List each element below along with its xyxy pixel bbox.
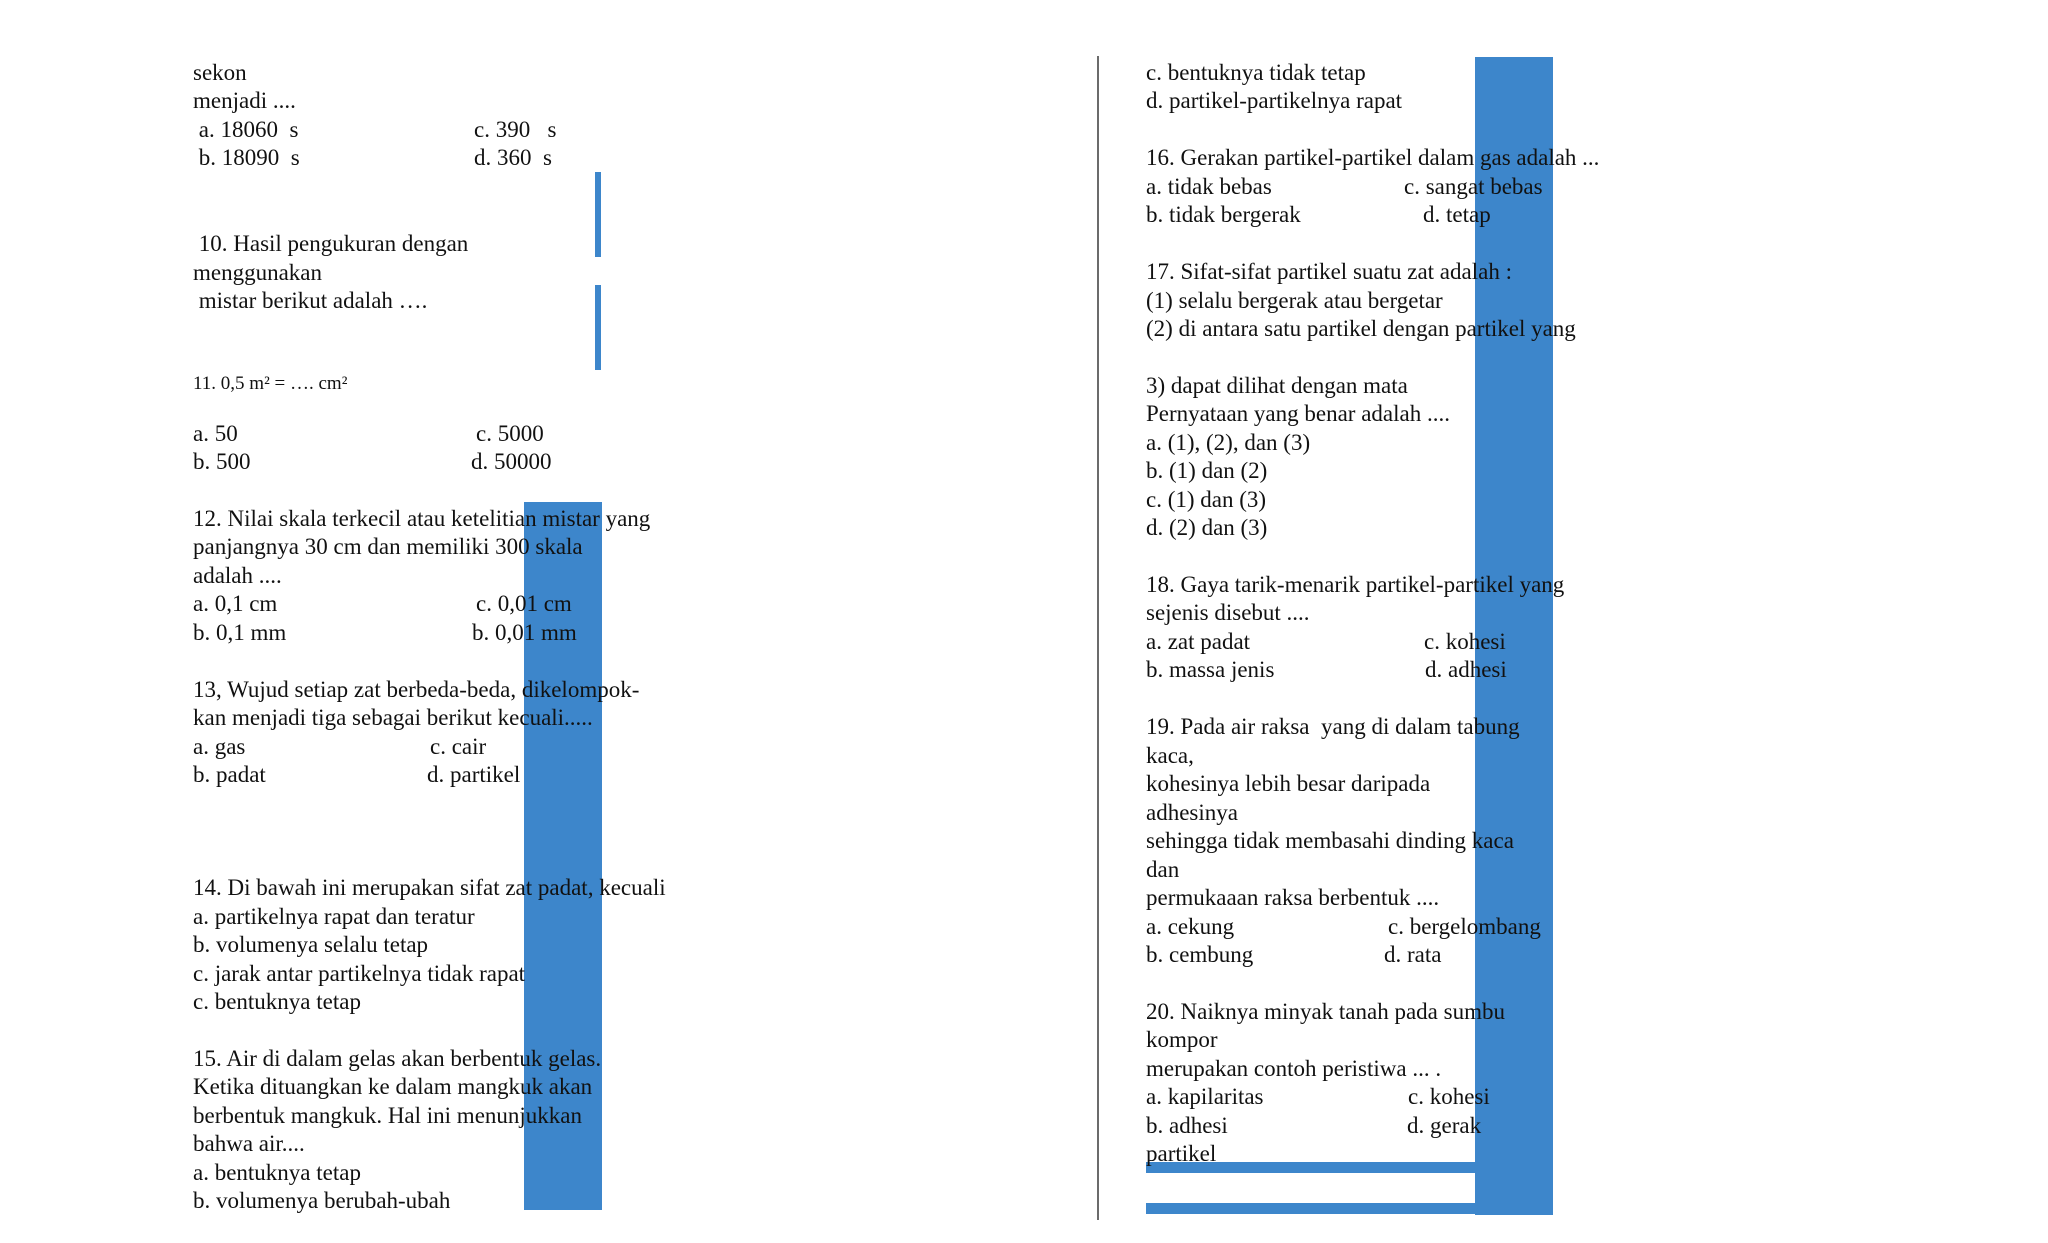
text-line: sekon — [193, 60, 247, 85]
text-line: mistar berikut adalah …. — [193, 288, 428, 313]
option-b: b. tidak bergerak — [1146, 202, 1301, 227]
text-line: Ketika dituangkan ke dalam mangkuk akan — [193, 1074, 593, 1099]
question-18: 18. Gaya tarik-menarik partikel-partikel yang — [1146, 572, 1565, 597]
text-line: Pernyataan yang benar adalah .... — [1146, 401, 1450, 426]
question-16: 16. Gerakan partikel-partikel dalam gas adalah ... — [1146, 145, 1600, 170]
question-13: 13, Wujud setiap zat berbeda-beda, dikelompok- — [193, 677, 640, 702]
text-line: adhesinya — [1146, 800, 1238, 825]
option-c: c. kohesi — [1424, 629, 1506, 654]
question-10: 10. Hasil pengukuran dengan — [193, 231, 469, 256]
text-line: (2) di antara satu partikel dengan partikel yang — [1146, 316, 1576, 341]
text-line: kaca, — [1146, 743, 1194, 768]
option-d: d. partikel — [427, 762, 521, 787]
option-d: d. (2) dan (3) — [1146, 515, 1268, 540]
text-line: sejenis disebut .... — [1146, 600, 1310, 625]
option-b: b. padat — [193, 762, 266, 787]
question-12: 12. Nilai skala terkecil atau ketelitian mistar yang — [193, 506, 651, 531]
option-b: b. massa jenis — [1146, 657, 1275, 682]
option-c: c. bergelombang — [1388, 914, 1541, 939]
option-a: a. (1), (2), dan (3) — [1146, 430, 1311, 455]
option-a: a. kapilaritas — [1146, 1084, 1264, 1109]
option-d: d. tetap — [1423, 202, 1491, 227]
text-line: sehingga tidak membasahi dinding kaca — [1146, 828, 1514, 853]
text-line: dan — [1146, 857, 1180, 882]
text-line: bahwa air.... — [193, 1131, 305, 1156]
white-answer-box — [1146, 1173, 1475, 1203]
option-a: a. 50 — [193, 421, 238, 446]
option-c: c. kohesi — [1408, 1084, 1490, 1109]
option-c: c. 0,01 cm — [476, 591, 572, 616]
option-c: c. sangat bebas — [1404, 174, 1543, 199]
text-line: menggunakan — [193, 260, 323, 285]
option-a: a. 0,1 cm — [193, 591, 278, 616]
ruler-line-top — [595, 172, 601, 257]
option-a: a. gas — [193, 734, 246, 759]
option-b: b. 500 — [193, 449, 251, 474]
option-a: a. 18060 s — [193, 117, 299, 142]
text-line: adalah .... — [193, 563, 282, 588]
option-b: b. (1) dan (2) — [1146, 458, 1268, 483]
text-line: kompor — [1146, 1027, 1218, 1052]
text-line: merupakan contoh peristiwa ... . — [1146, 1056, 1442, 1081]
option-c: c. (1) dan (3) — [1146, 487, 1267, 512]
text-line: kan menjadi tiga sebagai berikut kecuali..... — [193, 705, 593, 730]
option-c: c. 390 s — [474, 117, 557, 142]
question-14: 14. Di bawah ini merupakan sifat zat padat, kecuali — [193, 875, 666, 900]
text-line: menjadi .... — [193, 88, 296, 113]
option-b: b. volumenya berubah-ubah — [193, 1188, 451, 1213]
text-line: berbentuk mangkuk. Hal ini menunjukkan — [193, 1103, 583, 1128]
option-d: c. bentuknya tetap — [193, 989, 361, 1014]
question-20: 20. Naiknya minyak tanah pada sumbu — [1146, 999, 1505, 1024]
text-line: panjangnya 30 cm dan memiliki 300 skala — [193, 534, 583, 559]
ruler-line-bottom — [595, 285, 601, 370]
option-a: a. zat padat — [1146, 629, 1251, 654]
option-c: c. jarak antar partikelnya tidak rapat — [193, 961, 526, 986]
question-19: 19. Pada air raksa yang di dalam tabung — [1146, 714, 1520, 739]
text-line: kohesinya lebih besar daripada — [1146, 771, 1431, 796]
option-d: d. partikel-partikelnya rapat — [1146, 88, 1403, 113]
option-d: d. 360 s — [474, 145, 552, 170]
option-d: b. 0,01 mm — [472, 620, 577, 645]
option-a: a. cekung — [1146, 914, 1235, 939]
text-line: 3) dapat dilihat dengan mata — [1146, 373, 1408, 398]
option-b: b. adhesi — [1146, 1113, 1228, 1138]
option-a: a. bentuknya tetap — [193, 1160, 361, 1185]
option-d: d. 50000 — [471, 449, 552, 474]
option-c: c. bentuknya tidak tetap — [1146, 60, 1366, 85]
option-b: b. cembung — [1146, 942, 1254, 967]
option-d: d. adhesi — [1425, 657, 1507, 682]
question-11: 11. 0,5 m² = …. cm² — [193, 373, 348, 394]
option-a: a. partikelnya rapat dan teratur — [193, 904, 475, 929]
text-line: permukaaan raksa berbentuk .... — [1146, 885, 1440, 910]
option-b: b. volumenya selalu tetap — [193, 932, 429, 957]
column-divider — [1097, 56, 1099, 1220]
option-c: c. 5000 — [476, 421, 544, 446]
text-line: (1) selalu bergerak atau bergetar — [1146, 288, 1443, 313]
option-b: b. 18090 s — [193, 145, 300, 170]
question-17: 17. Sifat-sifat partikel suatu zat adalah : — [1146, 259, 1512, 284]
option-b: b. 0,1 mm — [193, 620, 287, 645]
option-c: c. cair — [430, 734, 487, 759]
option-d: d. rata — [1384, 942, 1442, 967]
question-15: 15. Air di dalam gelas akan berbentuk gelas. — [193, 1046, 602, 1071]
text-line: partikel — [1146, 1141, 1217, 1166]
option-a: a. tidak bebas — [1146, 174, 1272, 199]
option-d: d. gerak — [1407, 1113, 1482, 1138]
